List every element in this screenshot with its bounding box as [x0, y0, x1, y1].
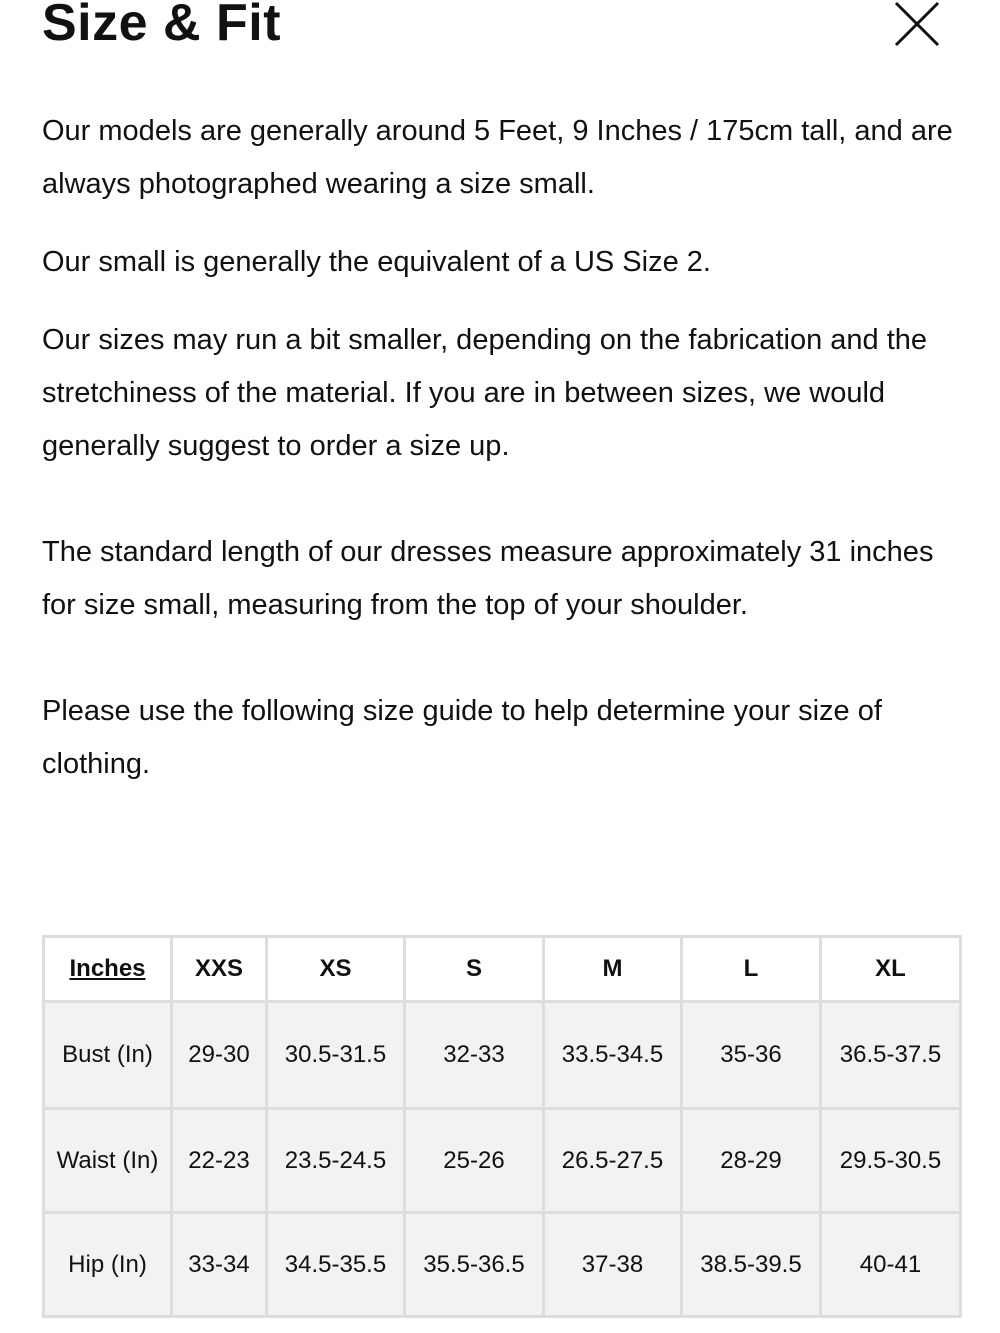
table-cell: 22-23 — [172, 1109, 267, 1213]
size-guide-table — [42, 935, 962, 1318]
row-label-waist: Waist (In) — [44, 1109, 172, 1213]
header-cell-m: M — [544, 937, 682, 1002]
header-cell-s: S — [405, 937, 544, 1002]
table-cell: 37-38 — [544, 1213, 682, 1317]
row-label-hip: Hip (In) — [44, 1213, 172, 1317]
page-title: Size & Fit — [42, 0, 282, 52]
table-row — [44, 1213, 961, 1317]
row-label-bust: Bust (In) — [44, 1002, 172, 1109]
table-cell: 34.5-35.5 — [267, 1213, 405, 1317]
size-fit-description — [42, 105, 962, 791]
table-cell: 25-26 — [405, 1109, 544, 1213]
table-cell: 30.5-31.5 — [267, 1002, 405, 1109]
header-cell-xl: XL — [821, 937, 961, 1002]
header-cell-xs: XS — [267, 937, 405, 1002]
table-cell: 33.5-34.5 — [544, 1002, 682, 1109]
table-cell: 29.5-30.5 — [821, 1109, 961, 1213]
table-cell: 28-29 — [682, 1109, 821, 1213]
header-cell-xxs: XXS — [172, 937, 267, 1002]
table-cell: 35-36 — [682, 1002, 821, 1109]
table-cell: 36.5-37.5 — [821, 1002, 961, 1109]
header-cell-inches: Inches — [44, 937, 172, 1002]
models-height-paragraph: Our models are generally around 5 Feet, 9 Inches / 175cm tall, and are always photographed wearing a size small. — [42, 115, 953, 200]
table-cell: 32-33 — [405, 1002, 544, 1109]
table-row — [44, 1109, 961, 1213]
header-cell-l: L — [682, 937, 821, 1002]
dress-length-paragraph: The standard length of our dresses measure approximately 31 inches for size small, measuring from the top of your shoulder. — [42, 536, 934, 621]
table-cell: 33-34 — [172, 1213, 267, 1317]
close-icon[interactable] — [893, 0, 941, 48]
table-header-row — [44, 937, 961, 1002]
table-cell: 40-41 — [821, 1213, 961, 1317]
small-size-paragraph: Our small is generally the equivalent of a US Size 2. — [42, 246, 711, 278]
table-cell: 29-30 — [172, 1002, 267, 1109]
size-guide-intro-paragraph: Please use the following size guide to help determine your size of clothing. — [42, 695, 882, 780]
table-cell: 38.5-39.5 — [682, 1213, 821, 1317]
table-cell: 35.5-36.5 — [405, 1213, 544, 1317]
table-cell: 26.5-27.5 — [544, 1109, 682, 1213]
table-row — [44, 1002, 961, 1109]
table-cell: 23.5-24.5 — [267, 1109, 405, 1213]
close-button[interactable] — [893, 0, 941, 48]
sizes-run-small-paragraph: Our sizes may run a bit smaller, depending on the fabrication and the stretchiness of the material. If you are in between sizes, we would generally suggest to order a size up. — [42, 324, 928, 462]
